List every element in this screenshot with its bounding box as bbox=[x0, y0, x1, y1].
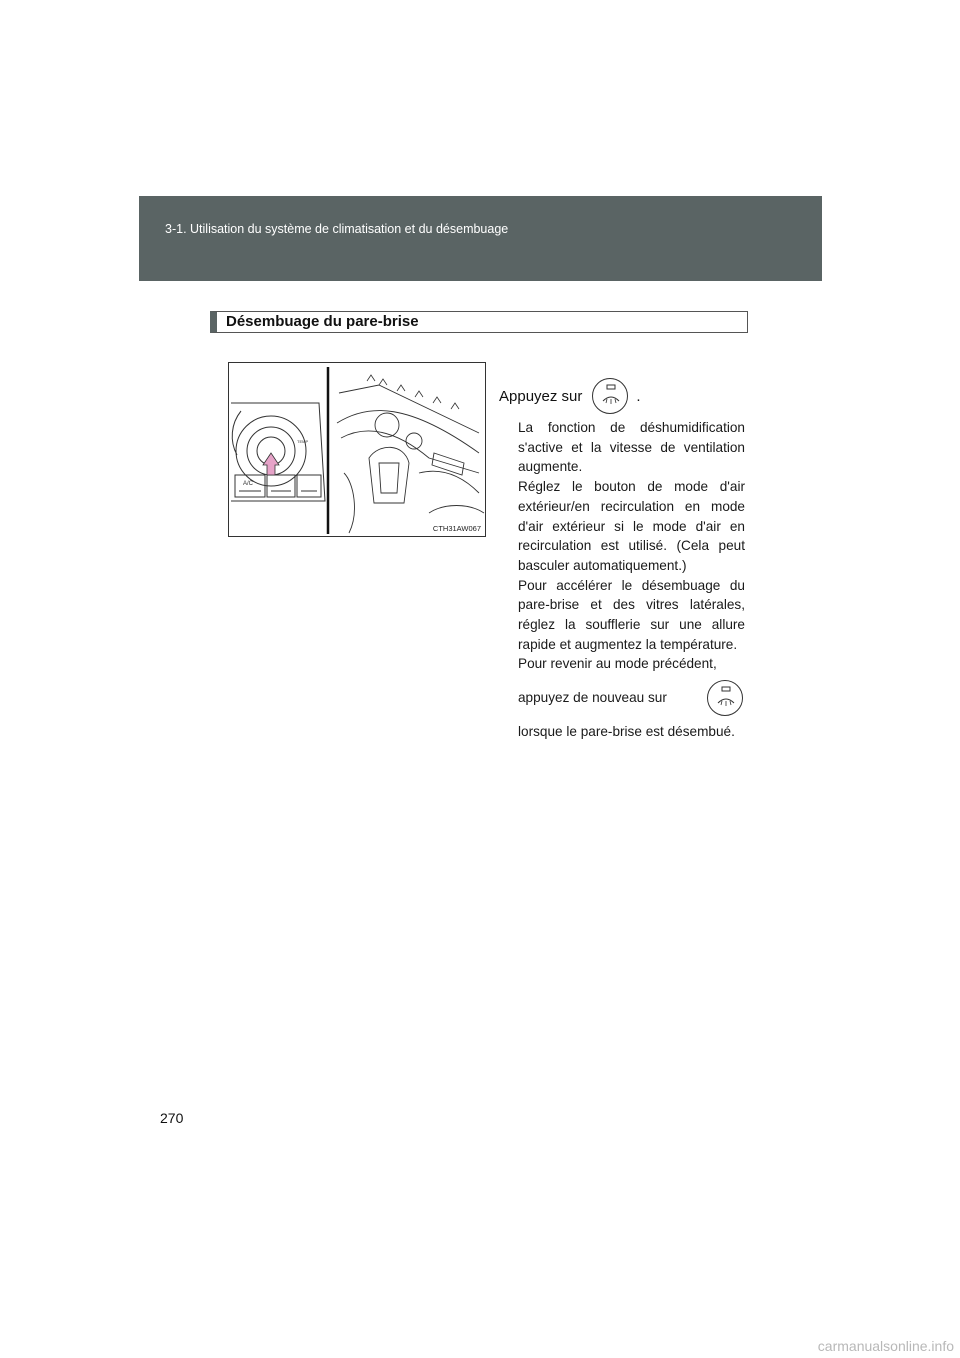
front-defroster-button-icon-inline bbox=[707, 680, 743, 716]
watermark: carmanualsonline.info bbox=[817, 1338, 954, 1354]
paragraph-return: Pour revenir au mode précédent, bbox=[518, 656, 717, 672]
svg-text:A/C: A/C bbox=[243, 481, 254, 487]
inline-button-line bbox=[518, 680, 745, 716]
dashboard-illustration bbox=[229, 363, 486, 537]
paragraph-air-mode: Réglez le bouton de mode d'air extérieur/en recirculation en mode d'air extérieur si le mode d'air en recirculation est utilisé. (Cela peut basculer automatiquement.) bbox=[518, 479, 745, 573]
section-title: Désembuage du pare-brise bbox=[210, 311, 748, 333]
instruction-prefix: Appuyez sur bbox=[499, 387, 583, 405]
illustration bbox=[228, 362, 486, 537]
instruction-line bbox=[499, 378, 641, 414]
paragraph-press-again: appuyez de nouveau sur bbox=[518, 690, 667, 706]
chapter-title: 3-1. Utilisation du système de climatisation et du désembuage bbox=[165, 222, 509, 236]
paragraph-when-clear: lorsque le pare-brise est désembué. bbox=[518, 724, 735, 740]
figure-code: CTH31AW067 bbox=[432, 524, 481, 533]
paragraph-accelerate: Pour accélérer le désembuage du pare-brise et des vitres latérales, réglez la soufflerie sur une allure rapide et augmentez la température. bbox=[518, 577, 745, 652]
body-text bbox=[518, 418, 745, 742]
page-number: 270 bbox=[160, 1110, 184, 1126]
svg-text:TEMP: TEMP bbox=[297, 439, 309, 444]
chapter-header bbox=[139, 196, 822, 281]
paragraph-dehumidify: La fonction de déshumidification s'active et la vitesse de ventilation augmente. bbox=[518, 420, 745, 475]
front-defroster-button-icon bbox=[592, 378, 628, 414]
instruction-suffix: . bbox=[636, 387, 641, 405]
